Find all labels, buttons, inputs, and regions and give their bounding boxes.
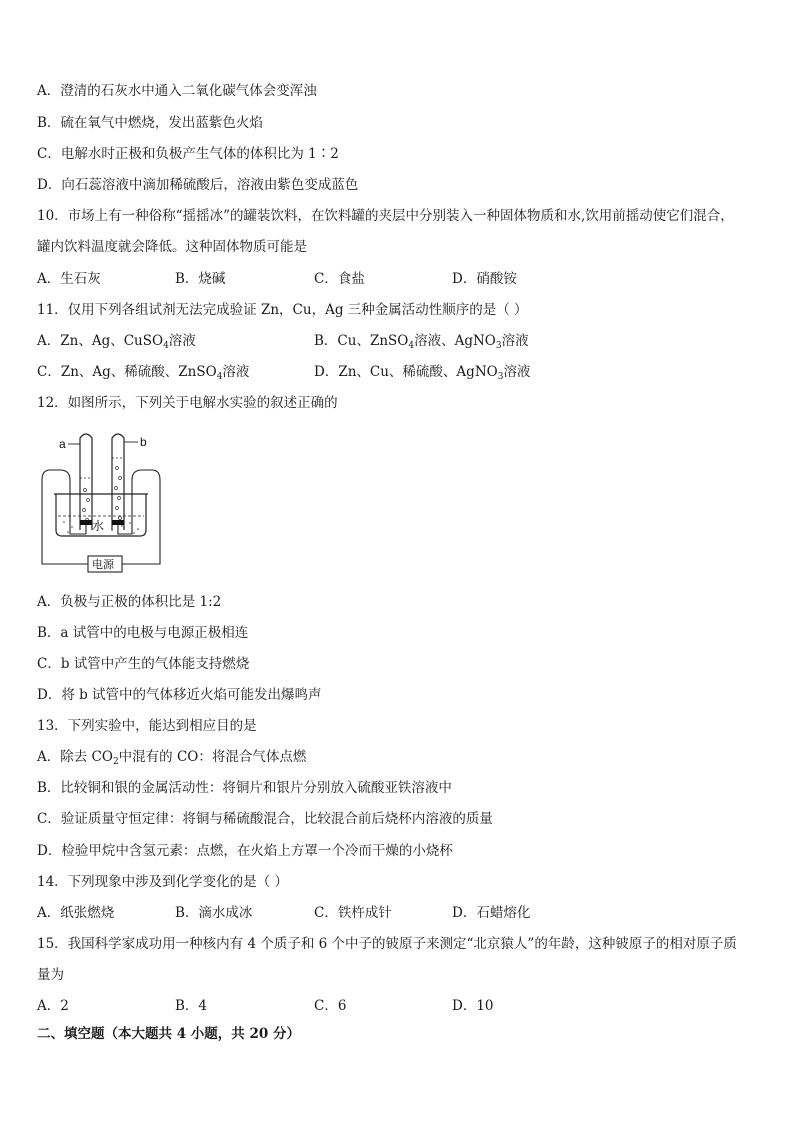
electrolysis-apparatus-figure: [40, 430, 170, 575]
q14-option-b: B．滴水成冰: [175, 905, 253, 921]
q11-option-a: A．Zn、Ag、CuSO$_4$溶液: [37, 333, 196, 351]
q11-option-d: D．Zn、Cu、稀硫酸、AgNO$_3$溶液: [314, 364, 531, 382]
q10-option-b: B．烧碱: [175, 271, 226, 287]
test-tube-a: [80, 434, 92, 530]
section-2-title: 二、填空题（本大题共 4 小题，共 20 分）: [37, 1026, 300, 1042]
label-water: 水: [92, 519, 105, 533]
q15-stem-line1: 15．我国科学家成功用一种核内有 4 个质子和 6 个中子的铍原子来测定“北京猿人”的年龄，这种铍原子的相对原子质: [37, 936, 737, 952]
q15-option-b: B．4: [175, 998, 208, 1014]
q15-stem-line2: 量为: [37, 967, 64, 983]
q13-option-b: B．比较铜和银的金属活动性：将铜片和银片分别放入硫酸亚铁溶液中: [37, 780, 452, 796]
q14-option-c: C．铁杵成针: [314, 905, 392, 921]
q9-option-d: D．向石蕊溶液中滴加稀硫酸后，溶液由紫色变成蓝色: [37, 177, 359, 193]
q15-option-c: C．6: [314, 998, 347, 1014]
q9-option-c: C．电解水时正极和负极产生气体的体积比为 1∶2: [37, 146, 339, 162]
power-supply-label: 电源: [92, 558, 114, 571]
q12-stem: 12．如图所示，下列关于电解水实验的叙述正确的: [37, 395, 338, 411]
q15-option-d: D．10: [452, 998, 494, 1014]
label-b: b: [140, 435, 147, 449]
q11-stem: 11．仅用下列各组试剂无法完成验证 Zn，Cu，Ag 三种金属活动性顺序的是（ ）: [37, 302, 528, 318]
test-tube-b: [112, 434, 124, 530]
wire-left: [42, 470, 88, 564]
q14-stem: 14．下列现象中涉及到化学变化的是（ ）: [37, 874, 288, 890]
q12-option-b: B．a 试管中的电极与电源正极相连: [37, 625, 249, 641]
q13-option-a: A．除去 $CO_2$中混有的 CO：将混合气体点燃: [37, 749, 307, 767]
q12-option-c: C．b 试管中产生的气体能支持燃烧: [37, 656, 250, 672]
q12-option-a: A．负极与正极的体积比是 1:2: [37, 594, 222, 610]
q10-option-c: C．食盐: [314, 271, 365, 287]
q15-option-a: A．2: [37, 998, 69, 1014]
q10-option-d: D．硝酸铵: [452, 271, 517, 287]
q13-stem: 13．下列实验中，能达到相应目的是: [37, 718, 257, 734]
q10-option-a: A．生石灰: [37, 271, 101, 287]
q14-option-d: D．石蜡熔化: [452, 905, 531, 921]
q13-option-c: C．验证质量守恒定律：将铜与稀硫酸混合，比较混合前后烧杯内溶液的质量: [37, 811, 493, 827]
q12-option-d: D．将 b 试管中的气体移近火焰可能发出爆鸣声: [37, 687, 322, 703]
electrode-b: [112, 520, 124, 525]
q11-option-c: C．Zn、Ag、稀硫酸、ZnSO$_4$溶液: [37, 364, 250, 382]
q14-option-a: A．纸张燃烧: [37, 905, 115, 921]
electrode-a: [80, 520, 92, 525]
q10-stem-line2: 罐内饮料温度就会降低。这种固体物质可能是: [37, 239, 307, 255]
q9-option-a: A．澄清的石灰水中通入二氧化碳气体会变浑浊: [37, 83, 317, 99]
q9-option-b: B．硫在氧气中燃烧，发出蓝紫色火焰: [37, 115, 263, 131]
q11-option-b: B．Cu、ZnSO$_4$溶液、AgNO$_3$溶液: [314, 333, 529, 351]
label-a: a: [59, 437, 66, 451]
q10-stem-line1: 10．市场上有一种俗称“摇摇冰”的罐装饮料，在饮料罐的夹层中分别装入一种固体物质和水,饮用前摇动使它们混合，: [37, 208, 734, 224]
q13-option-d: D．检验甲烷中含氢元素：点燃，在火焰上方罩一个冷而干燥的小烧杯: [37, 843, 453, 859]
